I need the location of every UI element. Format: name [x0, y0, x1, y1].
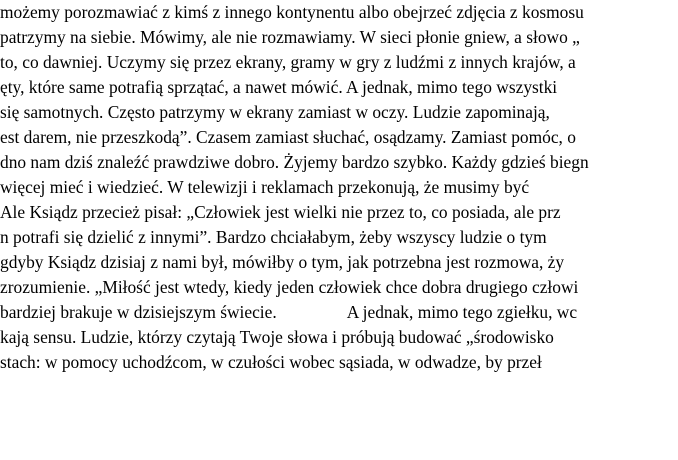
text-line-8: więcej mieć i wiedzieć. W telewizji i reklamach przekonują, że musimy być: [0, 177, 530, 197]
text-line-11: gdyby Ksiądz dzisiaj z nami był, mówiłby o tym, jak potrzebna jest rozmowa, ży: [0, 252, 565, 272]
text-line-13-continuation: A jednak, mimo tego zgiełku, wc: [346, 302, 578, 322]
text-line-12: zrozumienie. „Miłość jest wtedy, kiedy jeden człowiek chce dobra drugiego człowi: [0, 277, 579, 297]
text-line-9: Ale Ksiądz przecież pisał: „Człowiek jest wielki nie przez to, co posiada, ale prz: [0, 202, 561, 222]
text-line-13: [0, 300, 577, 325]
text-line-15: stach: w pomocy uchodźcom, w czułości wobec sąsiada, w odwadze, by przeł: [0, 352, 542, 372]
text-line-4: ęty, które same potrafią sprzątać, a nawet mówić. A jednak, mimo tego wszystki: [0, 77, 558, 97]
text-line-13-start: bardziej brakuje w dzisiejszym świecie.: [0, 302, 277, 322]
text-line-7: dno nam dziś znaleźć prawdziwe dobro. Żyjemy bardzo szybko. Każdy gdzieś biegn: [0, 152, 589, 172]
text-line-14: kają sensu. Ludzie, którzy czytają Twoje słowa i próbują budować „środowisko: [0, 327, 554, 347]
text-line-5: się samotnych. Często patrzymy w ekrany zamiast w oczy. Ludzie zapominają,: [0, 102, 550, 122]
text-line-2: patrzymy na siebie. Mówimy, ale nie rozmawiamy. W sieci płonie gniew, a słowo „: [0, 27, 580, 47]
text-line-1: możemy porozmawiać z kimś z innego kontynentu albo obejrzeć zdjęcia z kosmosu: [0, 2, 584, 22]
text-line-6: est darem, nie przeszkodą”. Czasem zamiast słuchać, osądzamy. Zamiast pomóc, o: [0, 127, 576, 147]
text-line-10: n potrafi się dzielić z innymi”. Bardzo chciałabym, żeby wszyscy ludzie o tym: [0, 227, 547, 247]
text-line-3: to, co dawniej. Uczymy się przez ekrany, gramy w gry z ludźmi z innych krajów, a: [0, 52, 576, 72]
